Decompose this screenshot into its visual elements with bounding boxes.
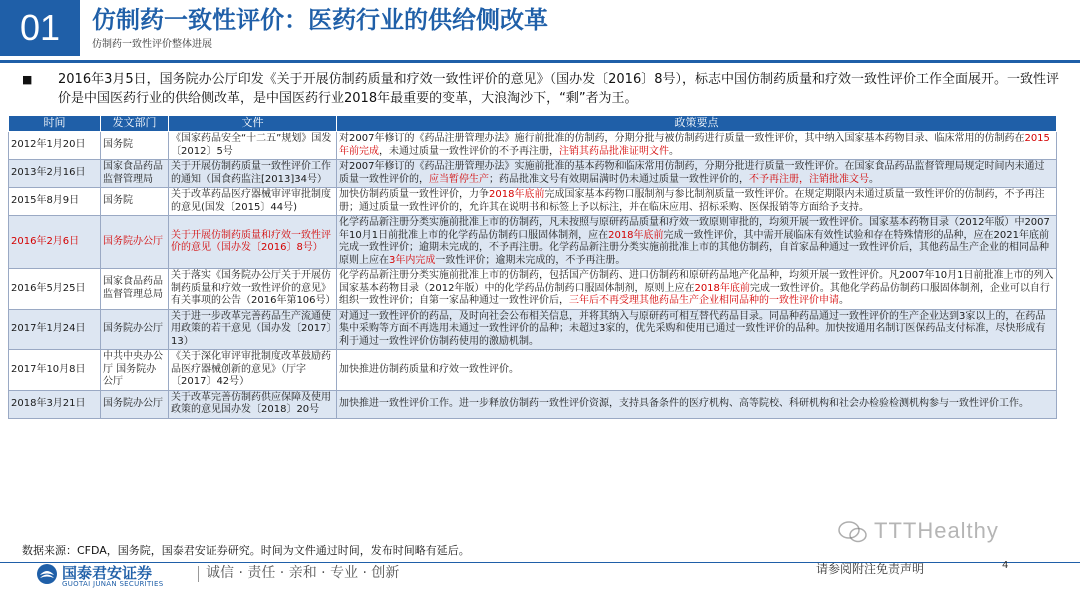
table-row [9,216,1057,269]
policy-text: 对2007年修订的《药品注册管理办法》实施前批准的基本药物和临床常用仿制药，分期分批进行质量一致性评价。在国家食品药品监督管理局规定时间内未通过质量一致性评价的， [339,161,1045,185]
cell-date: 2017年10月8日 [9,350,101,391]
company-logo [36,560,196,588]
policy-text: 化学药品新注册分类实施前批准上市的仿制药，凡未按照与原研药品质量和疗效一致原则审批的，均须开展一致性评价。国家基本药物目录（2012年版）中2007年10月1日前批准上市的化学药品仿制药口服固体制剂，应在 [339,217,1050,241]
table-row [9,390,1057,418]
policy-text: 化学药品新注册分类实施前批准上市的仿制药，包括国产仿制药、进口仿制药和原研药品地产化品种，均须开展一致性评价。凡2007年10月1日前批准上市的列入国家基本药物目录（2012年版）中的化学药品仿制药口服固体制剂，原则上应在 [339,270,1054,294]
slogan-separator [198,566,199,582]
cell-document: 关于进一步改革完善药品生产流通使用政策的若干意见（国办发〔2017〕13） [169,309,337,350]
table-row [9,188,1057,216]
watermark-text: TTTHealthy [874,518,999,543]
cell-policy-points [337,216,1057,269]
emphasis-text: 2018年底前 [608,229,664,241]
emphasis-text: 应当暂停生产 [429,173,489,185]
company-slogan: 诚信 · 责任 · 亲和 · 专业 · 创新 [206,565,400,581]
cell-document: 关于改革完善仿制药供应保障及使用政策的意见国办发〔2018〕20号 [169,390,337,418]
cell-dept: 国务院办公厅 [101,309,169,350]
table-row [9,350,1057,391]
page-title: 仿制药一致性评价：医药行业的供给侧改革 [92,6,548,34]
policy-text: 对通过一致性评价的药品，及时向社会公布相关信息，并将其纳入与原研药可相互替代药品目录。同品种药品通过一致性评价的生产企业达到3家以上的，在药品集中采购等方面不再选用未通过一致性评价的品种；未超过3家的，优先采购和使用已通过一致性评价的品种。加快按通用名制订医保药品支付标准，尽快形成有利于通过一致性评价仿制药使用的激励机制。 [339,310,1046,347]
policy-text: ，未通过质量一致性评价的不予再注册， [379,145,559,157]
policy-table [8,115,1057,419]
policy-text: 加快仿制药质量一致性评价，力争 [339,189,489,200]
policy-text: ；药品批准文号有效期届满时仍未通过质量一致性评价的， [489,173,749,185]
cell-dept: 国务院 [101,132,169,160]
cell-document: 《国家药品安全“十二五”规划》国发〔2012〕5号 [169,132,337,160]
title-divider [0,60,1080,63]
table-row [9,269,1057,310]
cell-document: 《关于深化审评审批制度改革鼓励药品医疗器械创新的意见》（厅字〔2017〕42号） [169,350,337,391]
logo-mark-icon [36,563,58,585]
policy-text: 加快推进仿制药质量和疗效一致性评价。 [339,363,519,375]
square-bullet-icon: ■ [22,73,33,86]
emphasis-text: 三年后不再受理其他药品生产企业相同品种的一致性评价申请 [569,295,839,306]
disclaimer-link[interactable]: 请参阅附注免责声明 [816,562,925,576]
emphasis-text: 2018年底前 [694,282,750,294]
header-date: 时间 [9,116,101,132]
cell-date: 2018年3月21日 [9,390,101,418]
header-policy-points: 政策要点 [337,116,1057,132]
table-row [9,132,1057,160]
cell-policy-points [337,160,1057,188]
cell-dept: 国家食品药品监督管理总局 [101,269,169,310]
table-row [9,309,1057,350]
table-body [9,132,1057,419]
watermark [838,518,1058,548]
policy-text: 完成一致性评价，其中需开展临床有效性试验和存在特殊情形的品种，应在2021年底前完成一致性评价；逾期未完成的，不予再注册。化学药品新注册分类实施前批准上市的其他仿制药，自首家品种通过一致性评价后，其他药品生产企业的相同品种原则上应在 [339,229,1049,266]
cell-date: 2017年1月24日 [9,309,101,350]
title-block [92,2,1072,52]
logo-english-name: GUOTAI JUNAN SECURITIES [62,580,164,588]
cell-policy-points [337,132,1057,160]
intro-text: 2016年3月5日，国务院办公厅印发《关于开展仿制药质量和疗效一致性评价的意见》（国办发〔2016〕8号），标志中国仿制药质量和疗效一致性评价工作全面展开。一致性评价是中国医药行业的供给侧改革，是中国医药行业2018年最重要的变革，大浪淘沙下，“剩”者为王。 [58,72,1059,106]
cell-date: 2016年2月6日 [9,216,101,269]
cell-dept: 国务院办公厅 [101,390,169,418]
cell-policy-points [337,269,1057,310]
emphasis-text: 2018年底前 [489,189,545,200]
cell-document: 关于改革药品医疗器械审评审批制度的意见(国发〔2015〕44号) [169,188,337,216]
cell-dept: 国务院办公厅 [101,216,169,269]
source-note: 数据来源：CFDA，国务院，国泰君安证券研究。时间为文件通过时间，发布时间略有延后。 [22,544,470,557]
cell-date: 2013年2月16日 [9,160,101,188]
cell-date: 2012年1月20日 [9,132,101,160]
cell-document: 关于开展仿制药质量和疗效一致性评价的意见（国办发〔2016〕8号） [169,216,337,269]
wechat-icon [838,520,868,544]
policy-text: 对2007年修订的《药品注册管理办法》施行前批准的仿制药，分期分批与被仿制药进行质量一致性评价，其中纳入国家基本药物目录、临床常用的仿制药在 [339,133,1025,144]
policy-text: 。 [669,145,679,157]
cell-date: 2015年8月9日 [9,188,101,216]
cell-policy-points [337,350,1057,391]
policy-text: 一致性评价；逾期未完成的，不予再注册。 [435,254,626,266]
page-number: 4 [1002,560,1009,571]
policy-text: 完成国家基本药物口服制剂与参比制剂质量一致性评价。在规定期限内未通过质量一致性评价的仿制药，不予再注册；通过质量一致性评价的，允许其在说明书和标签上予以标注，并在临床应用、招标采购、医保报销等方面给予支持。 [339,189,1045,213]
intro-paragraph [22,70,1062,108]
policy-text: 。 [839,295,849,306]
emphasis-text: 不予再注册，注销批准文号 [749,173,869,185]
header-document: 文件 [169,116,337,132]
table-row [9,160,1057,188]
policy-text: 完成一致性评价。其他化学药品仿制药口服固体制剂，企业可以自行组织一致性评价；自第一家品种通过一致性评价后， [339,282,1050,306]
cell-policy-points [337,390,1057,418]
cell-date: 2016年5月25日 [9,269,101,310]
logo-chinese-name: 国泰君安证券 [62,564,153,582]
cell-dept: 国务院 [101,188,169,216]
emphasis-text: 3年内完成 [389,254,436,266]
header-dept: 发文部门 [101,116,169,132]
policy-text: 。 [869,173,879,185]
cell-dept: 国家食品药品监督管理局 [101,160,169,188]
cell-policy-points [337,188,1057,216]
emphasis-text: 注销其药品批准证明文件 [559,145,669,157]
page-subtitle: 仿制药一致性评价整体进展 [92,39,212,50]
cell-dept: 中共中央办公厅 国务院办公厅 [101,350,169,391]
cell-document: 关于落实《国务院办公厅关于开展仿制药质量和疗效一致性评价的意见》有关事项的公告（2016年第106号） [169,269,337,310]
policy-text: 加快推进一致性评价工作。进一步释放仿制药一致性评价资源，支持具备条件的医疗机构、高等院校、科研机构和社会办检验检测机构参与一致性评价工作。 [339,397,1029,409]
emphasis-text: 2015年前完成 [339,133,1050,157]
cell-policy-points [337,309,1057,350]
table-header-row [9,116,1057,132]
cell-document: 关于开展仿制药质量一致性评价工作的通知（国食药监注[2013]34号） [169,160,337,188]
section-number-badge: 01 [0,0,80,56]
